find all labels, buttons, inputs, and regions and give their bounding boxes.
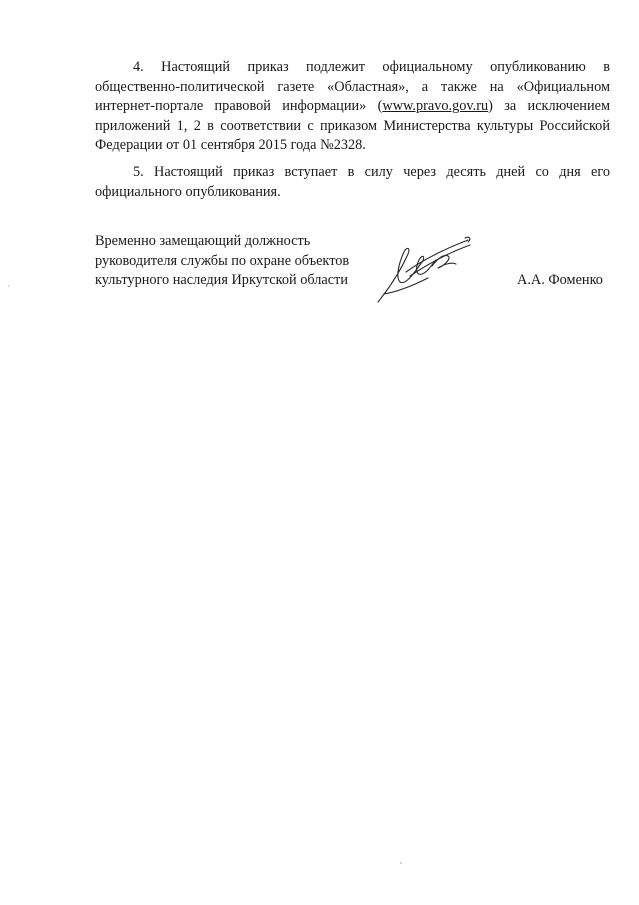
paragraph-5: 5. Настоящий приказ вступает в силу через десять дней со дня его официального опубликования. <box>95 164 610 200</box>
scan-speck <box>8 285 9 287</box>
paragraph-4 <box>95 58 610 156</box>
signer-name: А.А. Фоменко <box>517 272 603 288</box>
position-line-2: руководителя службы по охране объектов <box>95 252 350 269</box>
position-line-1: Временно замещающий должность <box>95 233 311 249</box>
handwritten-signature-icon <box>370 232 480 304</box>
paragraph-4-text-start: 4. Настоящий приказ подлежит официальному опубликованию в общественно-политической газете «Областная», а также на «Официальном интернет-портале правовой информации» ( <box>95 59 610 115</box>
scan-speck <box>400 862 402 864</box>
paragraph-4-text-end: ) за исключением приложений 1, 2 в соответствии с приказом Министерства культуры Российской Федерации от 01 сентября 2015 года №2328. <box>95 98 611 154</box>
pravo-gov-link[interactable]: www.pravo.gov.ru <box>382 98 489 115</box>
signatory-position <box>95 232 349 291</box>
position-line-3: культурного наследия Иркутской области <box>95 272 348 289</box>
